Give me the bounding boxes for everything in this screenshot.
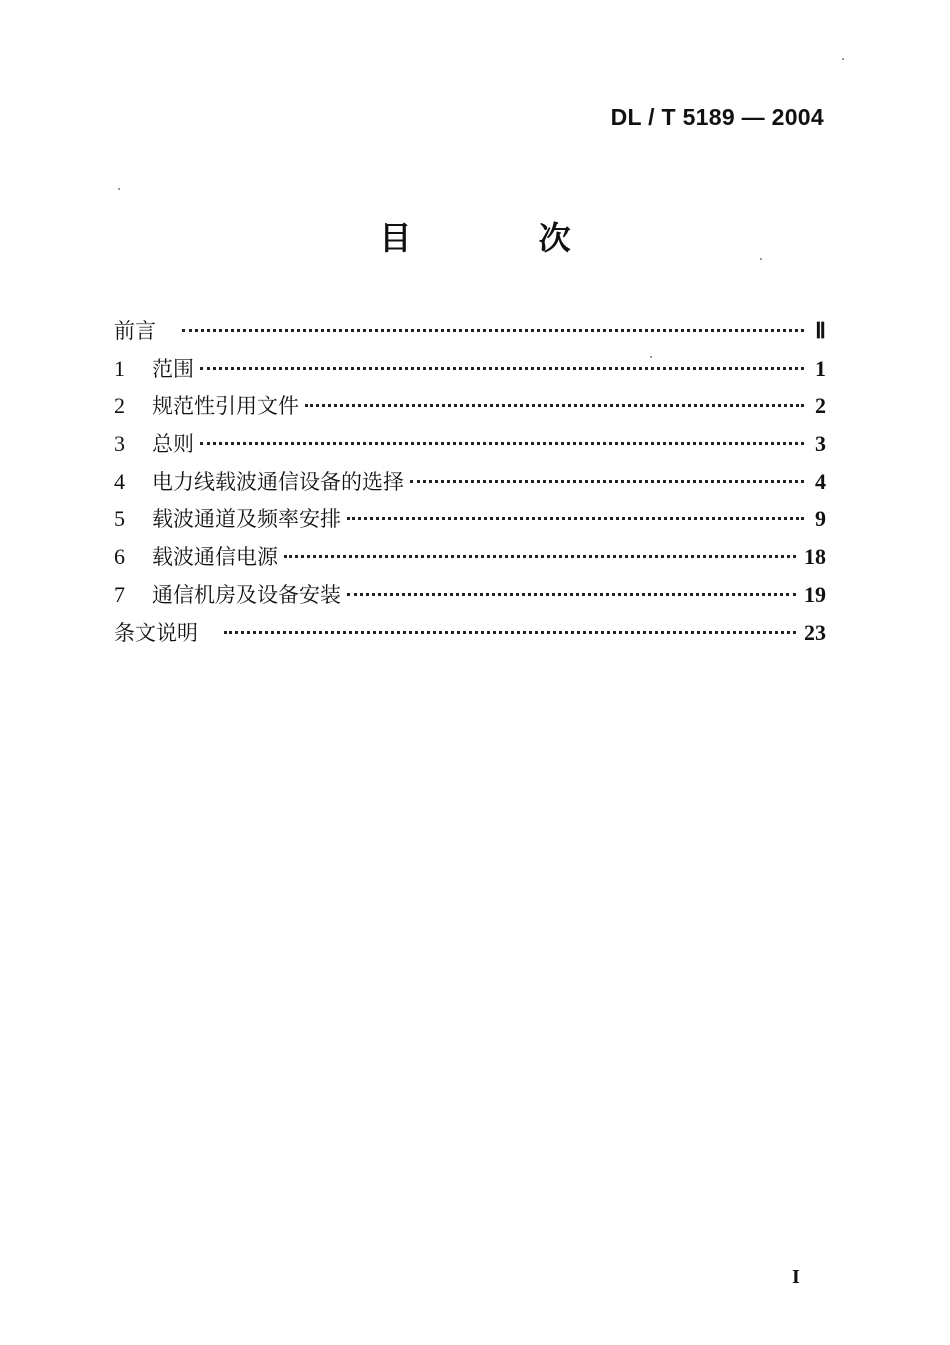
dot-leader	[347, 593, 796, 596]
toc-entry-page: 9	[815, 506, 826, 532]
scan-speck	[760, 258, 762, 260]
toc-entry-title: 总则	[152, 432, 194, 457]
toc-entry-title: 前言	[114, 319, 156, 343]
toc-entry-number: 7	[114, 581, 125, 607]
toc-entry-number: 5	[114, 506, 125, 532]
scan-speck	[118, 188, 120, 190]
dot-leader	[200, 442, 804, 445]
toc-entry-page: 1	[815, 355, 826, 381]
toc-entry-number: 2	[114, 393, 125, 419]
toc-entry-number: 1	[114, 355, 125, 381]
dot-leader	[200, 367, 804, 370]
dot-leader	[224, 631, 796, 634]
toc-entry-channel-frequency[interactable]	[114, 500, 826, 538]
toc-entry-equipment-selection[interactable]	[114, 463, 826, 501]
scan-speck	[842, 58, 844, 60]
table-of-contents	[114, 312, 826, 651]
toc-entry-title: 载波通信电源	[152, 545, 278, 570]
toc-entry-title: 范围	[152, 356, 194, 381]
toc-entry-preface[interactable]	[114, 312, 826, 350]
toc-entry-title: 规范性引用文件	[152, 394, 299, 419]
toc-entry-equipment-room[interactable]	[114, 576, 826, 614]
toc-entry-page: 4	[815, 468, 826, 494]
dot-leader	[284, 555, 796, 558]
toc-entry-power-supply[interactable]	[114, 538, 826, 576]
toc-entry-page: 2	[815, 393, 826, 419]
toc-entry-general[interactable]	[114, 425, 826, 463]
toc-entry-number: 6	[114, 544, 125, 570]
toc-entry-page: 18	[804, 544, 826, 570]
scan-speck	[650, 356, 652, 358]
standard-code: DL / T 5189 — 2004	[610, 104, 824, 130]
toc-entry-page: 3	[815, 431, 826, 457]
toc-entry-number: 3	[114, 431, 125, 457]
toc-entry-title: 条文说明	[114, 620, 198, 645]
toc-entry-page: 19	[804, 581, 826, 607]
dot-leader	[305, 404, 804, 407]
toc-entry-explanation[interactable]	[114, 614, 826, 652]
toc-entry-page: 23	[804, 619, 826, 645]
dot-leader	[347, 517, 804, 520]
dot-leader	[410, 480, 804, 483]
toc-entry-scope[interactable]	[114, 350, 826, 388]
toc-entry-title: 电力线载波通信设备的选择	[152, 469, 404, 494]
toc-entry-page: Ⅱ	[815, 318, 826, 343]
toc-entry-normative-references[interactable]	[114, 387, 826, 425]
dot-leader	[182, 329, 804, 332]
page-number: I	[792, 1266, 800, 1288]
toc-entry-title: 载波通道及频率安排	[152, 507, 341, 532]
toc-title: 目 次	[379, 219, 629, 257]
toc-entry-title: 通信机房及设备安装	[152, 582, 341, 607]
toc-entry-number: 4	[114, 468, 125, 494]
